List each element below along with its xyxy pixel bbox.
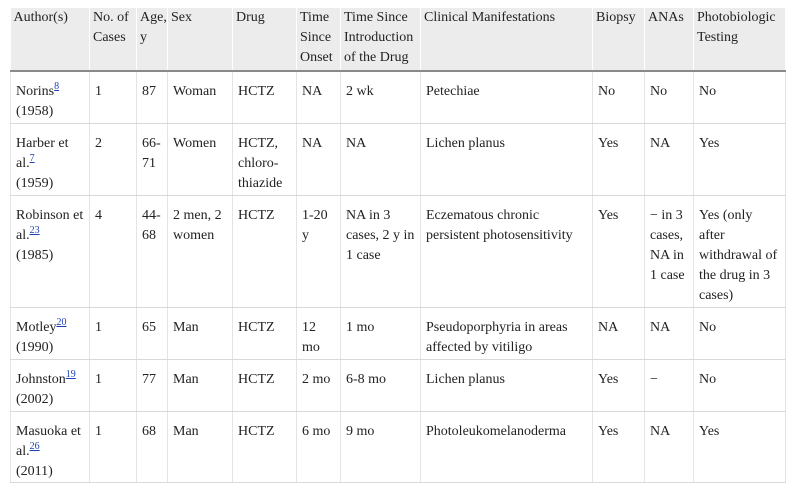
drug-cell: HCTZ [233,412,297,483]
table-row [11,308,786,360]
biopsy-cell: Yes [593,360,645,412]
table-row [11,360,786,412]
reference-link[interactable]: 23 [29,225,40,236]
reference-link[interactable]: 26 [29,441,40,452]
introduction-cell: 2 wk [341,71,421,124]
introduction-cell: 1 mo [341,308,421,360]
age-cell: 77 [137,360,168,412]
author-year: (1985) [16,248,54,263]
sex-cell: Man [168,308,233,360]
cases-cell: 1 [90,308,137,360]
author-cell [11,124,90,196]
cases-cell: 1 [90,360,137,412]
author-cell [11,196,90,308]
header-time-since-introduction: Time Since Introduction of the Drug [341,8,421,71]
clinical-cell: Pseudoporphyria in areas affected by vitiligo [421,308,593,360]
table-row [11,71,786,124]
cases-cell: 1 [90,412,137,483]
header-biopsy: Biopsy [593,8,645,71]
cases-cell: 2 [90,124,137,196]
reference-link[interactable]: 8 [54,81,60,92]
drug-cell: HCTZ [233,360,297,412]
photobiologic-cell: No [694,360,786,412]
table-row [11,196,786,308]
author-year: (2002) [16,392,54,407]
biopsy-cell: NA [593,308,645,360]
photobiologic-cell: Yes [694,124,786,196]
photobiologic-cell: No [694,71,786,124]
drug-cell: HCTZ [233,196,297,308]
photobiologic-cell: Yes [694,412,786,483]
biopsy-cell: Yes [593,412,645,483]
author-year: (1959) [16,176,54,191]
sex-cell: Man [168,412,233,483]
header-authors: Author(s) [11,8,90,71]
author-year: (1958) [16,104,54,119]
header-age: Age, y [137,8,168,71]
anas-cell: NA [645,124,694,196]
age-cell: 44-68 [137,196,168,308]
author-name: Harber et al. [16,136,69,171]
author-cell [11,412,90,483]
introduction-cell: NA [341,124,421,196]
reference-link[interactable]: 20 [56,317,67,328]
table-row [11,124,786,196]
author-name: Motley [16,320,57,335]
introduction-cell: NA in 3 cases, 2 y in 1 case [341,196,421,308]
anas-cell: − [645,360,694,412]
header-row [11,8,786,71]
clinical-cell: Petechiae [421,71,593,124]
introduction-cell: 9 mo [341,412,421,483]
anas-cell: NA [645,412,694,483]
header-cases: No. of Cases [90,8,137,71]
header-clinical-manifestations: Clinical Manifestations [421,8,593,71]
author-name: Masuoka et al. [16,424,81,459]
cases-cell: 4 [90,196,137,308]
sex-cell: Women [168,124,233,196]
age-cell: 65 [137,308,168,360]
author-name: Johnston [16,372,66,387]
author-name: Norins [16,84,55,99]
author-name: Robinson et al. [16,208,84,243]
author-year: (2011) [16,464,53,479]
author-year: (1990) [16,340,54,355]
drug-cell: HCTZ [233,308,297,360]
header-time-since-onset: Time Since Onset [297,8,341,71]
age-cell: 87 [137,71,168,124]
table-row [11,412,786,483]
drug-cell: HCTZ, chloro-thiazide [233,124,297,196]
photobiologic-cell: No [694,308,786,360]
anas-cell: − in 3 cases, NA in 1 case [645,196,694,308]
onset-cell: 6 mo [297,412,341,483]
header-drug: Drug [233,8,297,71]
onset-cell: 2 mo [297,360,341,412]
reference-link[interactable]: 19 [65,369,76,380]
case-reports-table [10,8,786,483]
drug-cell: HCTZ [233,71,297,124]
biopsy-cell: Yes [593,124,645,196]
author-cell [11,360,90,412]
biopsy-cell: No [593,71,645,124]
sex-cell: Man [168,360,233,412]
sex-cell: Woman [168,71,233,124]
onset-cell: NA [297,71,341,124]
introduction-cell: 6-8 mo [341,360,421,412]
clinical-cell: Eczematous chronic persistent photosensitivity [421,196,593,308]
clinical-cell: Lichen planus [421,360,593,412]
photobiologic-cell: Yes (only after withdrawal of the drug in 3 cases) [694,196,786,308]
author-cell [11,308,90,360]
header-photobiologic-testing: Photobiologic Testing [694,8,786,71]
reference-link[interactable]: 7 [29,153,35,164]
onset-cell: 1-20 y [297,196,341,308]
age-cell: 66-71 [137,124,168,196]
author-cell [11,71,90,124]
age-cell: 68 [137,412,168,483]
table-container [10,8,785,483]
header-anas: ANAs [645,8,694,71]
biopsy-cell: Yes [593,196,645,308]
onset-cell: 12 mo [297,308,341,360]
cases-cell: 1 [90,71,137,124]
clinical-cell: Lichen planus [421,124,593,196]
anas-cell: NA [645,308,694,360]
header-sex: Sex [168,8,233,71]
sex-cell: 2 men, 2 women [168,196,233,308]
onset-cell: NA [297,124,341,196]
anas-cell: No [645,71,694,124]
clinical-cell: Photoleukomelanoderma [421,412,593,483]
